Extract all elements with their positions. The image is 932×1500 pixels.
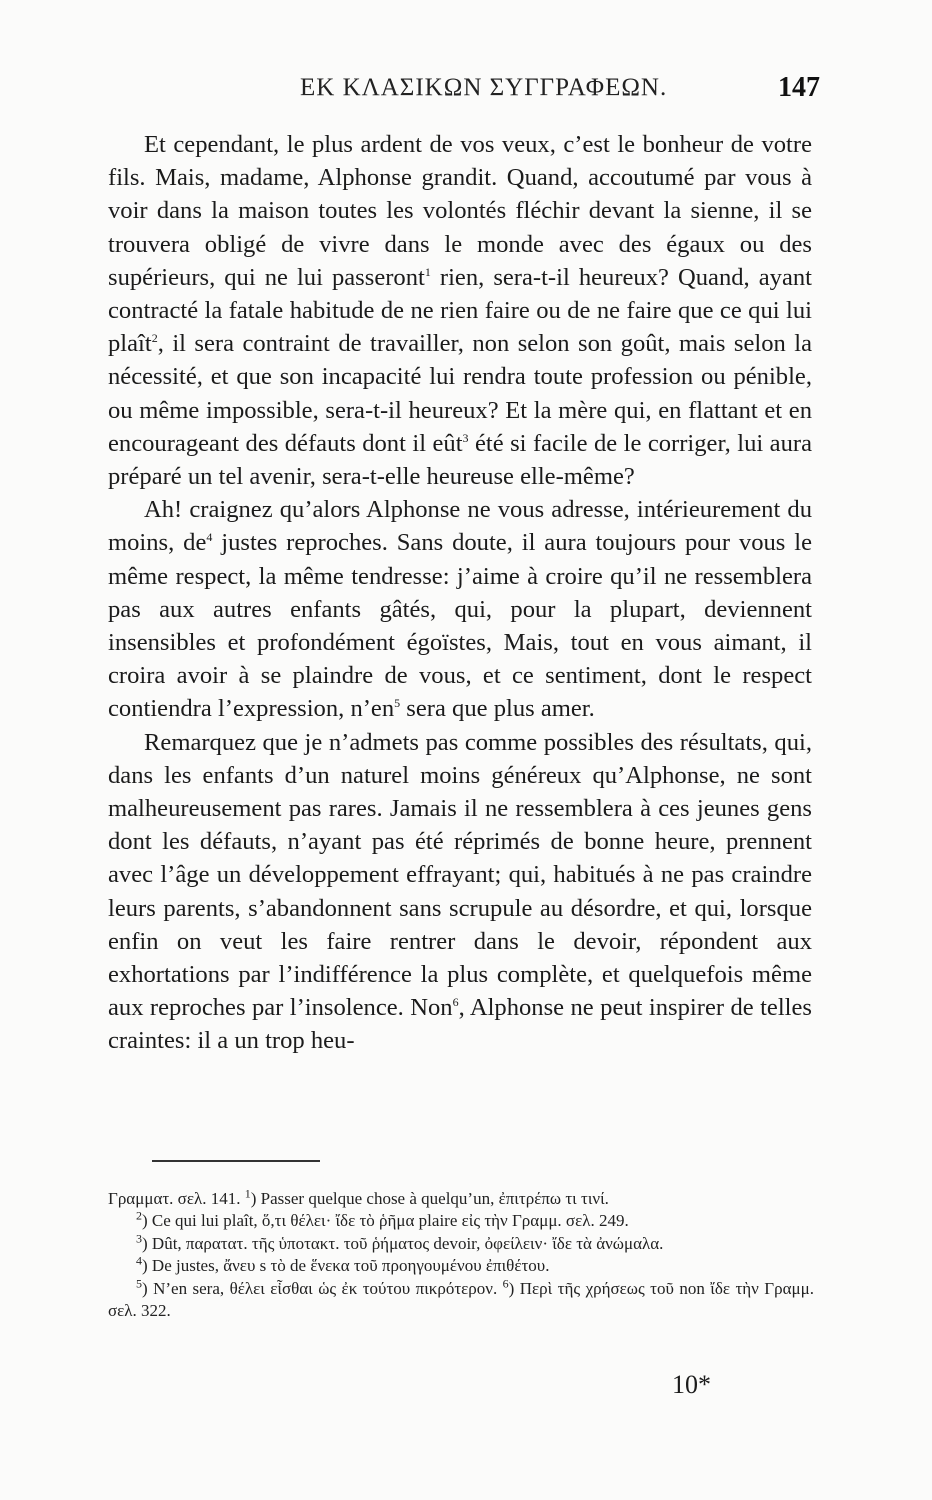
text-run: Ah! craignez qu’alors Alphonse ne vous adresse, intérieurement du moins, de: [108, 496, 812, 557]
paragraph-2: [108, 493, 812, 725]
text-run: , Alphonse ne peut inspirer de telles craintes: il a un trop heu-: [108, 994, 813, 1055]
note-number: 2: [136, 1208, 142, 1223]
footnote-ref-2: 2: [151, 331, 158, 346]
running-title: ΕΚ ΚΛΑΣΙΚΩΝ ΣΥΓΓΡΑΦΕΩΝ.: [300, 74, 668, 101]
footnote-ref-4: 4: [206, 530, 213, 545]
note-text: ) Ce qui lui plaît, ὅ,τι θέλει· ἴδε τὸ ῥῆμα plaire εἰς τὴν Γραμμ. σελ. 249.: [142, 1211, 629, 1231]
footnote-line: [108, 1210, 814, 1232]
paragraph-3: [108, 726, 812, 1058]
note-number: 6: [502, 1275, 509, 1290]
footnote-divider: [152, 1160, 320, 1162]
footnote-ref-3: 3: [462, 430, 469, 445]
footnote-ref-1: 1: [424, 264, 431, 279]
main-text: [108, 128, 812, 1058]
text-run: Remarquez que je n’admets pas comme possibles des résultats, qui, dans les enfants d’un naturel moins généreux qu’Alphonse, ne sont malheureusement pas rares. Jamais il ne ressemblera à ces jeunes gens dont les défauts, n’ayant pas été réprimés de bonne heure, prennent avec l’âge un développement effrayant; qui, habitués à ne pas craindre leurs parents, s’abandonnent sans scrupule au désordre, et qui, lorsque enfin on veut les faire rentrer dans le devoir, répondent aux exhortations par l’indifférence la plus complète, et quelquefois même aux reproches par l’insolence. Non: [108, 728, 812, 1022]
note-number: 5: [136, 1275, 142, 1290]
note-number: 1: [244, 1186, 251, 1201]
footnote-line: [108, 1188, 814, 1210]
text-run: , il sera contraint de travailler, non selon son goût, mais selon la nécessité, et que son incapacité lui rendra toute profession ou pénible, ou même impossible, sera-t-il heureux? Et la mère qui, en flattant et en encourageant des défauts dont il eût: [108, 330, 812, 457]
note-number: 3: [136, 1231, 142, 1246]
note-number: 4: [136, 1253, 142, 1268]
footnotes: [108, 1188, 814, 1322]
note-text: ) Dût, παρατατ. τῆς ὑποτακτ. τοῦ ῥήματος devoir, ὀφείλειν· ἴδε τὰ ἀνώμαλα.: [142, 1233, 664, 1253]
footnote-line: [108, 1255, 814, 1277]
note-text: ) N’en sera, θέλει εἶσθαι ὡς ἐκ τούτου πικρότερον.: [142, 1278, 503, 1298]
note-text: ) Passer quelque chose à quelqu’un, ἐπιτρέπω τι τινί.: [250, 1189, 609, 1208]
signature-mark: 10*: [672, 1370, 711, 1399]
text-run: justes reproches. Sans doute, il aura toujours pour vous le même respect, la même tendresse: j’aime à croire qu’il ne ressemblera pas aux autres enfants gâtés, qui, pour la plupart, deviennent insensibles et profondément égoïstes, Mais, tout en vous aimant, il croira avoir à se plaindre de vous, et ce sentiment, dont le respect contiendra l’expression, n’en: [108, 529, 813, 723]
text-run: sera que plus amer.: [400, 695, 595, 723]
note-text: Γραμματ. σελ. 141.: [108, 1189, 245, 1208]
note-text: ) Περὶ τῆς χρήσεως τοῦ non ἴδε τὴν Γραμμ. σελ. 322.: [108, 1278, 814, 1321]
footnote-line: [108, 1233, 814, 1255]
footnote-ref-5: 5: [394, 696, 401, 711]
footnote-line: [108, 1275, 814, 1323]
footnote-ref-6: 6: [452, 995, 459, 1010]
text-run: rien, sera-t-il heureux? Quand, ayant contracté la fatale habitude de ne rien faire ou de ne faire que ce qui lui plaît: [108, 263, 812, 358]
paragraph-1: [108, 128, 812, 493]
text-run: Et cependant, le plus ardent de vos veux, c’est le bonheur de votre fils. Mais, madame, Alphonse grandit. Quand, accoutumé par vous à voir dans la maison toutes les volontés fléchir devant la sienne, il se trouvera obligé de vivre dans le monde avec des égaux ou des supérieurs, qui ne lui passeront: [108, 131, 812, 291]
page-number: 147: [778, 72, 820, 103]
note-text: ) De justes, ἄνευ s τὸ de ἕνεκα τοῦ προηγουμένου ἐπιθέτου.: [142, 1256, 550, 1276]
text-run: été si facile de le corriger, lui aura préparé un tel avenir, sera-t-elle heureuse elle-même?: [108, 429, 812, 491]
